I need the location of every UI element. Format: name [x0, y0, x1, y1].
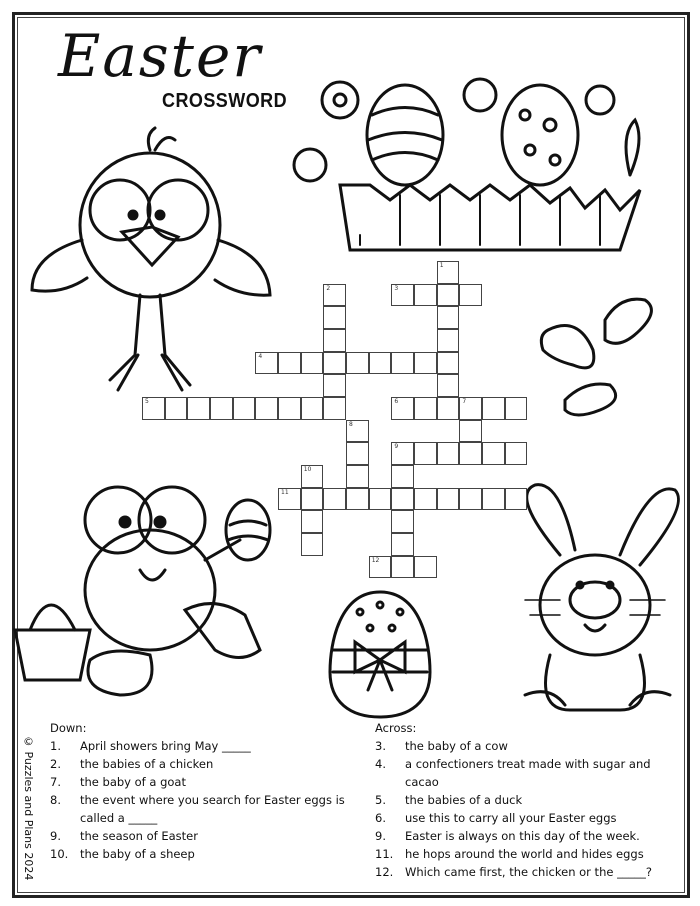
clue-number: 7.: [50, 775, 61, 789]
clue-number: 11.: [375, 847, 394, 861]
crossword-cell[interactable]: [323, 329, 346, 352]
crossword-cell[interactable]: [459, 397, 482, 420]
across-heading: Across:: [375, 721, 417, 735]
cell-number: 11: [281, 488, 289, 496]
across-clue: [375, 791, 675, 809]
cell-number: 4: [258, 352, 263, 360]
clue-text: the babies of a chicken: [80, 757, 214, 771]
clue-number: 6.: [375, 811, 386, 825]
crossword-cell[interactable]: [301, 510, 324, 533]
clue-number: 9.: [375, 829, 386, 843]
crossword-cell[interactable]: [391, 488, 414, 511]
clue-text: he hops around the world and hides eggs: [405, 847, 644, 861]
crossword-cell[interactable]: [505, 442, 528, 465]
crossword-cell[interactable]: [369, 556, 392, 579]
down-clue: [50, 737, 350, 755]
across-clue: [375, 863, 675, 881]
crossword-cell[interactable]: [369, 488, 392, 511]
down-clue: [50, 791, 350, 827]
clue-text: Which came first, the chicken or the _____?: [405, 865, 652, 879]
crossword-cell[interactable]: [323, 352, 346, 375]
crossword-cell[interactable]: [210, 397, 233, 420]
crossword-cell[interactable]: [391, 556, 414, 579]
crossword-cell[interactable]: [482, 488, 505, 511]
crossword-cell[interactable]: [437, 306, 460, 329]
crossword-cell[interactable]: [301, 488, 324, 511]
crossword-cell[interactable]: [437, 261, 460, 284]
crossword-cell[interactable]: [437, 488, 460, 511]
clue-number: 1.: [50, 739, 61, 753]
cell-number: 10: [303, 466, 312, 474]
clue-number: 9.: [50, 829, 61, 843]
cell-number: 5: [145, 398, 149, 406]
across-clue: [375, 755, 675, 791]
copyright: © Puzzles and Plans 2024: [22, 735, 35, 881]
cell-number: 1: [439, 262, 444, 269]
crossword-cell[interactable]: [278, 352, 301, 375]
crossword-cell[interactable]: [459, 284, 482, 307]
crossword-cell[interactable]: [459, 488, 482, 511]
crossword-cell[interactable]: [482, 397, 505, 420]
clue-number: 10.: [50, 847, 69, 861]
down-clue: [50, 773, 350, 791]
cell-number: 8: [349, 420, 353, 428]
clue-text: a confectioners treat made with sugar and cacao: [405, 757, 651, 789]
across-clue: [375, 827, 675, 845]
crossword-cell[interactable]: [323, 284, 346, 307]
clue-number: 4.: [375, 757, 386, 771]
crossword-cell[interactable]: [459, 442, 482, 465]
clue-text: use this to carry all your Easter eggs: [405, 811, 617, 825]
crossword-cell[interactable]: [301, 397, 324, 420]
crossword-cell[interactable]: [505, 397, 528, 420]
crossword-cell[interactable]: [278, 397, 301, 420]
clue-text: the babies of a duck: [405, 793, 523, 807]
crossword-cell[interactable]: [323, 306, 346, 329]
crossword-cell[interactable]: [301, 465, 324, 488]
crossword-cell[interactable]: [391, 510, 414, 533]
crossword-cell[interactable]: [165, 397, 188, 420]
clue-text: the event where you search for Easter eggs is called a _____: [80, 793, 345, 825]
crossword-cell[interactable]: [346, 420, 369, 443]
crossword-cell[interactable]: [437, 284, 460, 307]
crossword-cell[interactable]: [414, 352, 437, 375]
crossword-cell[interactable]: [391, 465, 414, 488]
crossword-cell[interactable]: [323, 488, 346, 511]
crossword-cell[interactable]: [437, 329, 460, 352]
crossword-cell[interactable]: [346, 488, 369, 511]
clue-number: 3.: [375, 739, 386, 753]
crossword-cell[interactable]: [459, 420, 482, 443]
crossword-cell[interactable]: [346, 465, 369, 488]
down-clue: [50, 845, 350, 863]
crossword-cell[interactable]: [414, 442, 437, 465]
crossword-cell[interactable]: [414, 284, 437, 307]
crossword-cell[interactable]: [346, 352, 369, 375]
crossword-cell[interactable]: [391, 352, 414, 375]
clue-text: the baby of a goat: [80, 775, 186, 789]
crossword-cell[interactable]: [255, 397, 278, 420]
crossword-cell[interactable]: [391, 397, 414, 420]
crossword-cell[interactable]: [233, 397, 256, 420]
clue-text: April showers bring May _____: [80, 739, 251, 753]
across-clue: [375, 809, 675, 827]
cell-number: 2: [326, 284, 331, 292]
clue-text: the baby of a cow: [405, 739, 508, 753]
crossword-cell[interactable]: [391, 533, 414, 556]
crossword-cell[interactable]: [437, 374, 460, 397]
crossword-cell[interactable]: [414, 488, 437, 511]
across-clue: [375, 845, 675, 863]
crossword-cell[interactable]: [437, 352, 460, 375]
cell-number: 6: [394, 398, 399, 406]
crossword-cell[interactable]: [323, 374, 346, 397]
down-clue: [50, 827, 350, 845]
crossword-cell[interactable]: [369, 352, 392, 375]
crossword-cell[interactable]: [255, 352, 278, 375]
crossword-cell[interactable]: [414, 397, 437, 420]
clue-number: 5.: [375, 793, 386, 807]
subtitle: CROSSWORD: [162, 90, 288, 112]
title: Easter: [58, 22, 263, 90]
clue-number: 8.: [50, 793, 61, 807]
crossword-cell[interactable]: [391, 442, 414, 465]
cell-number: 12: [371, 556, 380, 564]
across-clues: [375, 719, 675, 881]
crossword-cell[interactable]: [437, 397, 460, 420]
cell-number: 9: [394, 443, 399, 451]
crossword-cell[interactable]: [323, 397, 346, 420]
clue-number: 2.: [50, 757, 61, 771]
clue-number: 12.: [375, 865, 394, 879]
cell-number: 7: [462, 398, 467, 406]
crossword-cell[interactable]: [301, 352, 324, 375]
clue-text: the season of Easter: [80, 829, 198, 843]
clue-text: the baby of a sheep: [80, 847, 195, 861]
crossword-cell[interactable]: [346, 442, 369, 465]
crossword-cell[interactable]: [278, 488, 301, 511]
down-clues: [50, 719, 350, 863]
crossword-cell[interactable]: [414, 556, 437, 579]
clue-text: Easter is always on this day of the week.: [405, 829, 640, 843]
crossword-cell[interactable]: [301, 533, 324, 556]
across-clue: [375, 737, 675, 755]
crossword-cell[interactable]: [437, 442, 460, 465]
crossword-cell[interactable]: [142, 397, 165, 420]
down-clue: [50, 755, 350, 773]
cell-number: 3: [394, 284, 399, 292]
down-heading: Down:: [50, 721, 87, 735]
crossword-cell[interactable]: [391, 284, 414, 307]
crossword-cell[interactable]: [187, 397, 210, 420]
crossword-cell[interactable]: [505, 488, 528, 511]
crossword-cell[interactable]: [482, 442, 505, 465]
